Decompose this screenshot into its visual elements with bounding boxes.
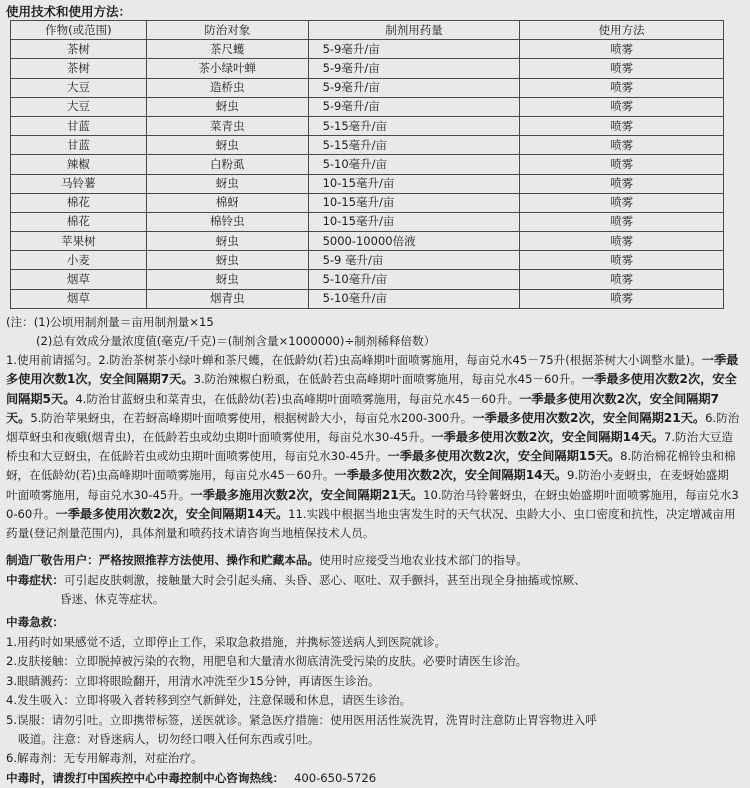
cell-method: 喷雾 bbox=[520, 174, 724, 193]
table-row bbox=[11, 270, 724, 289]
instruction-text: 4.防治甘蓝蚜虫和菜青虫，在低龄幼(若)虫高峰期叶面喷雾施用，每亩兑水45－60升。 bbox=[75, 391, 520, 406]
first-aid-item: 5.误服：请勿引吐。立即携带标签，送医就诊。紧急医疗措施：使用医用活性炭洗胃，洗胃时注意防止胃容物进入呼 bbox=[6, 712, 597, 727]
cell-method: 喷雾 bbox=[520, 136, 724, 155]
cell-target: 蚜虫 bbox=[146, 251, 308, 270]
table-row bbox=[11, 78, 724, 97]
first-aid-label: 中毒急救： bbox=[6, 615, 64, 630]
cell-dosage: 5-10毫升/亩 bbox=[308, 155, 520, 174]
cell-target: 白粉虱 bbox=[146, 155, 308, 174]
first-aid-item: 1.用药时如果感觉不适，立即停止工作，采取急救措施，并携标签送病人到医院就诊。 bbox=[6, 634, 447, 649]
cell-crop: 棉花 bbox=[11, 193, 147, 212]
first-aid bbox=[6, 613, 740, 768]
first-aid-item: 3.眼睛溅药：立即将眼睑翻开，用清水冲洗至少15分钟，再请医生诊治。 bbox=[6, 673, 380, 688]
cell-method: 喷雾 bbox=[520, 270, 724, 289]
cell-target: 茶尺蠖 bbox=[146, 40, 308, 59]
cell-crop: 茶树 bbox=[11, 59, 147, 78]
instruction-limit: 一季最多施用次数2次，安全间隔期21天。 bbox=[190, 487, 424, 502]
table-row bbox=[11, 136, 724, 155]
cell-target: 蚜虫 bbox=[146, 270, 308, 289]
section-title: 使用技术和使用方法： bbox=[6, 4, 132, 19]
table-row bbox=[11, 59, 724, 78]
instruction-text: 9.防治小麦蚜虫，在麦蚜始盛期叶面喷雾施用，每亩兑水30-45升。 bbox=[6, 468, 729, 502]
cell-target: 造桥虫 bbox=[146, 78, 308, 97]
instruction-limit: 一季最多使用次数2次，安全间隔期14天。 bbox=[431, 430, 664, 445]
poisoning-label: 中毒症状： bbox=[6, 572, 64, 587]
instruction-text: 8.防治棉花棉铃虫和棉蚜，在低龄幼(若)虫高峰期叶面喷雾施用，每亩兑水45－60升。 bbox=[6, 449, 736, 483]
cell-crop: 大豆 bbox=[11, 97, 147, 116]
cell-method: 喷雾 bbox=[520, 78, 724, 97]
cell-target: 蚜虫 bbox=[146, 232, 308, 251]
poisoning-symptoms bbox=[6, 571, 740, 610]
table-row bbox=[11, 97, 724, 116]
cell-dosage: 5-10毫升/亩 bbox=[308, 289, 520, 308]
first-aid-item: 2.皮肤接触：立即脱掉被污染的衣物，用肥皂和大量清水彻底清洗受污染的皮肤。必要时请医生诊治。 bbox=[6, 654, 528, 669]
instruction-limit: 一季最多使用次数2次，安全间隔期15天。 bbox=[387, 449, 621, 464]
table-row bbox=[11, 289, 724, 308]
table-row bbox=[11, 40, 724, 59]
cell-crop: 马铃薯 bbox=[11, 174, 147, 193]
cell-crop: 辣椒 bbox=[11, 155, 147, 174]
cell-dosage: 10-15毫升/亩 bbox=[308, 174, 520, 193]
manufacturer-label: 制造厂敬告用户： bbox=[6, 553, 99, 568]
cell-target: 菜青虫 bbox=[146, 116, 308, 135]
cell-dosage: 5-9毫升/亩 bbox=[308, 97, 520, 116]
cell-crop: 苹果树 bbox=[11, 232, 147, 251]
cell-target: 蚜虫 bbox=[146, 97, 308, 116]
hotline-label: 中毒时，请拨打中国疾控中心中毒控制中心咨询热线： bbox=[6, 770, 285, 785]
instruction-limit: 一季最多使用次数2次，安全间隔期14天。 bbox=[55, 506, 289, 521]
instruction-text: 6.防治烟草蚜虫和夜蛾(烟青虫)，在低龄若虫或幼虫期叶面喷雾使用，每亩兑水30-45升。 bbox=[6, 410, 740, 445]
table-row bbox=[11, 232, 724, 251]
cell-crop: 棉花 bbox=[11, 212, 147, 231]
poisoning-line-1: 可引起皮肤刺激，接触量大时会引起头痛、头昏、恶心、呕吐、双手颤抖，甚至出现全身抽搐或惊厥、 bbox=[63, 572, 586, 587]
instruction-text: 3.防治辣椒白粉虱，在低龄若虫高峰期叶面喷雾施用，每亩兑水45－60升。 bbox=[193, 372, 582, 387]
hotline-number: 400-650-5726 bbox=[293, 770, 377, 785]
cell-target: 蚜虫 bbox=[146, 136, 308, 155]
manufacturer-notice bbox=[6, 551, 740, 570]
table-row bbox=[11, 251, 724, 270]
header-crop: 作物(或范围) bbox=[11, 21, 147, 40]
cell-dosage: 5-9毫升/亩 bbox=[308, 78, 520, 97]
instruction-text: 10.防治马铃薯蚜虫，在蚜虫始盛期叶面喷雾施用，每亩兑水30-60升。 bbox=[6, 487, 739, 521]
table-body bbox=[11, 40, 724, 309]
cell-method: 喷雾 bbox=[520, 289, 724, 308]
first-aid-item: 4.发生吸入：立即将吸入者转移到空气新鲜处，注意保暖和休息，请医生诊治。 bbox=[6, 693, 412, 708]
note-2: (2)总有效成分量浓度值(毫克/千克)＝(制剂含量×1000000)÷制剂稀释倍数） bbox=[36, 334, 436, 349]
first-aid-item: 吸道。注意：对昏迷病人，切勿经口喂入任何东西或引吐。 bbox=[18, 731, 320, 746]
cell-method: 喷雾 bbox=[520, 232, 724, 251]
note-1: (注：(1)公顷用制剂量＝亩用制剂量×15 bbox=[6, 314, 214, 329]
cell-dosage: 5-15毫升/亩 bbox=[308, 136, 520, 155]
instructions-paragraph bbox=[6, 351, 740, 543]
cell-dosage: 5-9毫升/亩 bbox=[308, 40, 520, 59]
instruction-limit: 一季最多使用次数2次，安全间隔期14天。 bbox=[334, 468, 568, 483]
instruction-limit: 一季最多使用次数2次，安全间隔期7天。 bbox=[6, 391, 720, 425]
instruction-text: 11.实践中根据当地虫害发生时的天气状况、虫龄大小、虫口密度和抗性，决定增减亩用药量(登记剂量范围内)，具体剂量和喷药技术请咨询当地植保技术人员。 bbox=[6, 506, 736, 541]
cell-crop: 烟草 bbox=[11, 270, 147, 289]
header-method: 使用方法 bbox=[520, 21, 724, 40]
cell-crop: 小麦 bbox=[11, 251, 147, 270]
table-header-row bbox=[11, 21, 724, 40]
notes bbox=[6, 313, 740, 543]
cell-method: 喷雾 bbox=[520, 193, 724, 212]
cell-target: 棉蚜 bbox=[146, 193, 308, 212]
table-row bbox=[11, 212, 724, 231]
usage-table bbox=[10, 20, 724, 309]
cell-method: 喷雾 bbox=[520, 155, 724, 174]
cell-method: 喷雾 bbox=[520, 212, 724, 231]
cell-target: 棉铃虫 bbox=[146, 212, 308, 231]
cell-crop: 茶树 bbox=[11, 40, 147, 59]
cell-method: 喷雾 bbox=[520, 97, 724, 116]
cell-target: 茶小绿叶蝉 bbox=[146, 59, 308, 78]
instruction-text: 5.防治苹果蚜虫，在若蚜高峰期叶面喷雾使用，根据树龄大小，每亩兑水200-300升。 bbox=[30, 410, 473, 425]
cell-crop: 大豆 bbox=[11, 78, 147, 97]
cell-target: 烟青虫 bbox=[146, 289, 308, 308]
cell-method: 喷雾 bbox=[520, 59, 724, 78]
cell-dosage: 5000-10000倍液 bbox=[308, 232, 520, 251]
cell-dosage: 10-15毫升/亩 bbox=[308, 193, 520, 212]
instruction-limit: 一季最多使用次数2次，安全间隔期5天。 bbox=[6, 372, 737, 406]
first-aid-item: 6.解毒剂：无专用解毒剂，对症治疗。 bbox=[6, 751, 203, 766]
cell-method: 喷雾 bbox=[520, 116, 724, 135]
table-row bbox=[11, 174, 724, 193]
instruction-limit: 一季最多使用次数2次，安全间隔期21天。 bbox=[472, 410, 706, 425]
cell-dosage: 10-15毫升/亩 bbox=[308, 212, 520, 231]
cell-target: 蚜虫 bbox=[146, 174, 308, 193]
instruction-text: 1.使用前请摇匀。2.防治茶树茶小绿叶蝉和茶尺蠖，在低龄幼(若)虫高峰期叶面喷雾施用，每亩兑水45－75升(根据茶树大小调整水量)。 bbox=[6, 353, 702, 368]
cell-crop: 烟草 bbox=[11, 289, 147, 308]
manufacturer-text: 使用时应接受当地农业技术部门的指导。 bbox=[319, 553, 528, 568]
table-row bbox=[11, 116, 724, 135]
cell-dosage: 5-9 毫升/亩 bbox=[308, 251, 520, 270]
table-row bbox=[11, 155, 724, 174]
hotline bbox=[6, 769, 740, 788]
cell-method: 喷雾 bbox=[520, 40, 724, 59]
cell-crop: 甘蓝 bbox=[11, 136, 147, 155]
header-target: 防治对象 bbox=[146, 21, 308, 40]
cell-crop: 甘蓝 bbox=[11, 116, 147, 135]
instruction-text: 7.防治大豆造桥虫和大豆蚜虫，在低龄若虫或幼虫期叶面喷雾使用，每亩兑水30-45升。 bbox=[6, 430, 734, 464]
cell-dosage: 5-10毫升/亩 bbox=[308, 270, 520, 289]
instruction-limit: 一季最多使用次数1次，安全间隔期7天。 bbox=[6, 353, 739, 387]
header-dosage: 制剂用药量 bbox=[308, 21, 520, 40]
manufacturer-bold-text: 严格按照推荐方法使用、操作和贮藏本品。 bbox=[98, 553, 320, 568]
cell-method: 喷雾 bbox=[520, 251, 724, 270]
poisoning-line-2: 昏迷、休克等症状。 bbox=[60, 592, 165, 607]
cell-dosage: 5-15毫升/亩 bbox=[308, 116, 520, 135]
table-row bbox=[11, 193, 724, 212]
cell-dosage: 5-9毫升/亩 bbox=[308, 59, 520, 78]
